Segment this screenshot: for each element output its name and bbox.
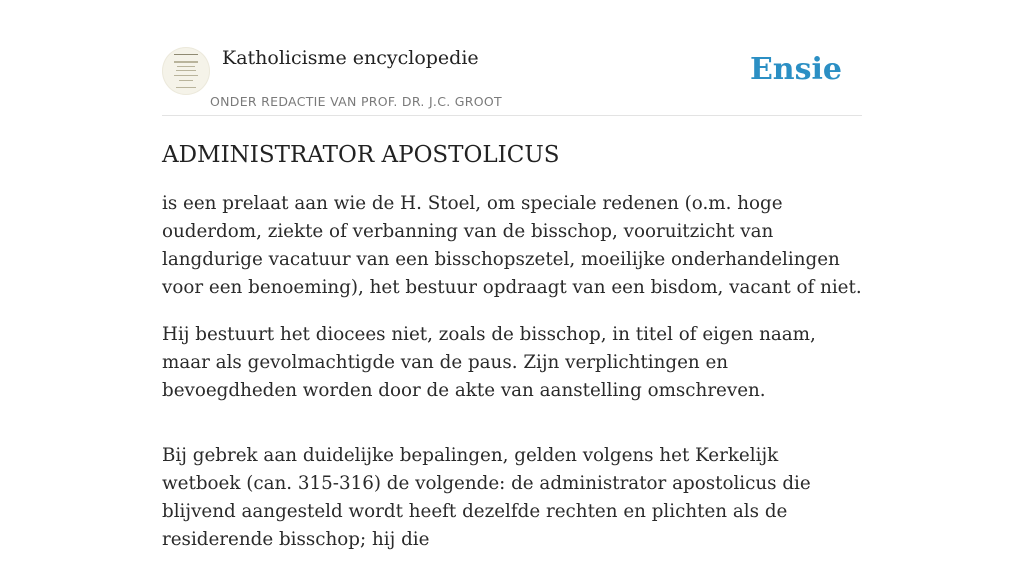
site-title[interactable]: Katholicisme encyclopedie — [222, 47, 479, 69]
editor-subtitle: ONDER REDACTIE VAN PROF. DR. J.C. GROOT — [210, 94, 502, 109]
article-paragraph-1: is een prelaat aan wie de H. Stoel, om speciale redenen (o.m. hoge ouderdom, ziekte of verbanning van de bisschop, vooruitzicht van langdurige vacatuur van een bisschopszetel, moeilijke onderhandelingen voor een benoeming), het bestuur opdraagt van een bisdom, vacant of niet. — [162, 193, 862, 298]
book-cover-icon[interactable] — [162, 47, 210, 95]
site-header — [162, 44, 862, 116]
article-paragraph-2: Hij bestuurt het diocees niet, zoals de bisschop, in titel of eigen naam, maar als gevolmachtigde van de paus. Zijn verplichtingen en bevoegdheden worden door de akte van aanstelling omschreven. — [162, 324, 816, 401]
article-title: ADMINISTRATOR APOSTOLICUS — [162, 142, 560, 168]
article — [162, 140, 862, 573]
ensie-logo[interactable]: Ensie — [749, 52, 842, 87]
article-paragraph-3: Bij gebrek aan duidelijke bepalingen, gelden volgens het Kerkelijk wetboek (can. 315-316) de volgende: de administrator apostolicus die blijvend aangesteld wordt heeft dezelfde rechten en plichten als de residerende bisschop; hij die — [162, 445, 811, 550]
